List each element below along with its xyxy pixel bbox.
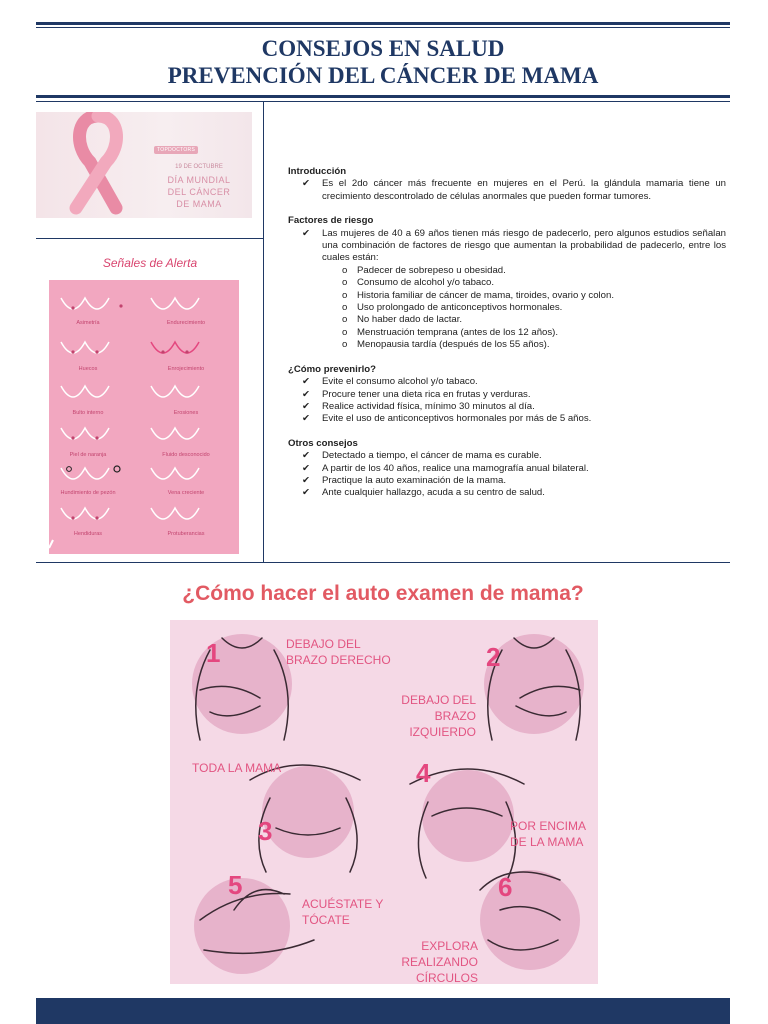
risk-item-text: Padecer de sobrepeso u obesidad. (357, 264, 506, 276)
risk-item-text: Historia familiar de cáncer de mama, tiroides, ovario y colon. (357, 289, 615, 301)
prevent-item-text: Evite el uso de anticonceptivos hormonales por más de 5 años. (322, 413, 592, 425)
checkmark-icon: ✔ (302, 178, 311, 190)
list-item (288, 277, 726, 289)
alert-signs-title: Señales de Alerta (102, 256, 198, 270)
list-item (288, 413, 726, 425)
ribbon-line2: DEL CÁNCER (167, 187, 231, 197)
step-label (510, 818, 586, 850)
alert-signs-panel (49, 280, 239, 554)
step-number: 2 (486, 642, 501, 672)
header-bottom-rule (36, 95, 730, 98)
risk-list (288, 228, 726, 352)
step-number: 5 (228, 870, 243, 900)
footer-bar (36, 998, 730, 1024)
checkmark-icon: ✔ (302, 376, 311, 388)
pink-ribbon-icon (46, 112, 156, 218)
list-item (288, 376, 726, 388)
self-exam-infographic (170, 620, 598, 984)
header-bottom-rule-thin (36, 101, 730, 102)
top-rule-thin (36, 27, 730, 28)
checkmark-icon: ✔ (302, 487, 311, 499)
prevent-item-text: Realice actividad física, mínimo 30 minutos al día. (322, 400, 535, 412)
step-label-line: CÍRCULOS (415, 971, 478, 985)
section-bottom-rule (36, 562, 730, 563)
prevent-item-text: Procure tener una dieta rica en frutas y verduras. (322, 388, 531, 400)
checkmark-icon: ✔ (302, 450, 311, 462)
checkmark-icon: ✔ (302, 462, 311, 474)
signal-label: Asimetría (76, 320, 100, 326)
signal-label: Protuberancias (167, 531, 205, 537)
step-label-line: DE LA MAMA (510, 835, 584, 849)
ribbon-date: 19 DE OCTUBRE (175, 164, 223, 170)
list-item (288, 450, 726, 462)
risk-item-text: Consumo de alcohol y/o tabaco. (357, 277, 495, 289)
step-label-line: DEBAJO DEL (401, 693, 476, 707)
step-number: 3 (258, 816, 273, 846)
step-label (286, 636, 391, 668)
top-rule (36, 22, 730, 25)
intro-heading: Introducción (288, 166, 347, 177)
checkmark-icon: ✔ (302, 400, 311, 412)
signal-label: Erosiones (173, 410, 199, 416)
page-title-line1: CONSEJOS EN SALUD (261, 36, 505, 61)
list-item (288, 265, 726, 277)
prevent-heading: ¿Cómo prevenirlo? (288, 363, 376, 375)
info-content (288, 166, 726, 500)
step-label (192, 760, 281, 776)
prevent-list (288, 376, 726, 426)
signal-label: Vena creciente (167, 490, 205, 496)
intro-text: Es el 2do cáncer más frecuente en mujeres en el Perú. la glándula mamaria tiene un crecimiento descontrolado de células anormales que pueden formar tumores. (322, 178, 726, 202)
self-exam-title: ¿Cómo hacer el auto examen de mama? (182, 582, 584, 605)
step-label-line: TÓCATE (302, 913, 350, 927)
signal-label: Hundimiento de pezón (60, 490, 116, 496)
step-label-line: DEBAJO DEL (286, 637, 361, 651)
list-item (288, 339, 726, 351)
checkmark-icon: ✔ (302, 474, 311, 486)
prevent-item-text: Evite el consumo alcohol y/o tabaco. (322, 376, 478, 388)
list-item (288, 178, 726, 203)
signal-label: Fluido desconocido (162, 452, 210, 458)
signal-label: Huecos (78, 366, 98, 372)
signal-label: Hendiduras (73, 531, 103, 537)
checkmark-icon: ✔ (302, 227, 311, 239)
step-label (346, 938, 478, 986)
circle-bullet-icon: o (342, 339, 348, 351)
risk-item-text: Menstruación temprana (antes de los 12 años). (357, 326, 559, 338)
list-item (288, 302, 726, 314)
signal-label: Piel de naranja (69, 452, 107, 458)
self-exam-illustrations (170, 620, 598, 984)
step-label (380, 692, 476, 740)
other-item-text: Detectado a tiempo, el cáncer de mama es curable. (322, 450, 542, 462)
risk-item-text: Uso prolongado de anticonceptivos hormonales. (357, 302, 563, 314)
risk-item-text: No haber dado de lactar. (357, 314, 463, 326)
list-item (288, 228, 726, 265)
other-list (288, 450, 726, 500)
risk-main-text: Las mujeres de 40 a 69 años tienen más riesgo de padecerlo, pero algunos estudios señalan una combinación de factores de riesgo que aumentan la probabilidad de padecerlo, entre los cuales están: (322, 227, 726, 264)
step-label-line: ACUÉSTATE Y (302, 897, 384, 911)
other-item-text: A partir de los 40 años, realice una mamografía anual bilateral. (322, 462, 589, 474)
step-number: 6 (498, 872, 513, 902)
list-item (288, 487, 726, 499)
step-label-line: POR ENCIMA (510, 819, 587, 833)
other-item-text: Ante cualquier hallazgo, acuda a su centro de salud. (322, 487, 545, 499)
signal-label: Enrojecimiento (167, 366, 205, 372)
left-section-rule (36, 238, 264, 239)
checkmark-icon: ✔ (302, 388, 311, 400)
step-label-line: EXPLORA REALIZANDO (401, 939, 478, 969)
list-item (288, 475, 726, 487)
list-item (288, 401, 726, 413)
list-item (288, 389, 726, 401)
circle-bullet-icon: o (342, 277, 348, 289)
other-item-text: Practique la auto examinación de la mama. (322, 474, 506, 486)
risk-item-text: Menopausia tardía (después de los 55 años). (357, 339, 550, 351)
signal-label: Endurecimiento (166, 320, 206, 326)
other-heading: Otros consejos (288, 437, 358, 449)
step-number: 4 (416, 758, 431, 788)
ribbon-line3: DE MAMA (176, 199, 222, 209)
step-label-line: BRAZO IZQUIERDO (409, 709, 476, 739)
ribbon-banner (36, 112, 252, 218)
ribbon-line1: DÍA MUNDIAL (167, 175, 231, 185)
list-item (288, 290, 726, 302)
circle-bullet-icon: o (342, 314, 348, 326)
checkmark-icon: ✔ (302, 413, 311, 425)
list-item (288, 463, 726, 475)
step-label-line: TODA LA MAMA (192, 761, 282, 775)
list-item (288, 327, 726, 339)
step-label (302, 896, 383, 928)
page-title-line2: PREVENCIÓN DEL CÁNCER DE MAMA (167, 63, 599, 88)
list-item (288, 314, 726, 326)
risk-heading: Factores de riesgo (288, 215, 374, 227)
signal-label: Bulto interno (72, 410, 104, 416)
intro-list (288, 178, 726, 203)
column-divider (263, 102, 264, 562)
step-label-line: BRAZO DERECHO (286, 653, 391, 667)
circle-bullet-icon: o (342, 326, 348, 338)
circle-bullet-icon: o (342, 264, 348, 276)
circle-bullet-icon: o (342, 302, 348, 314)
step-number: 1 (206, 638, 221, 668)
brand-logo: TOPDOCTORS (154, 146, 198, 154)
circle-bullet-icon: o (342, 289, 348, 301)
